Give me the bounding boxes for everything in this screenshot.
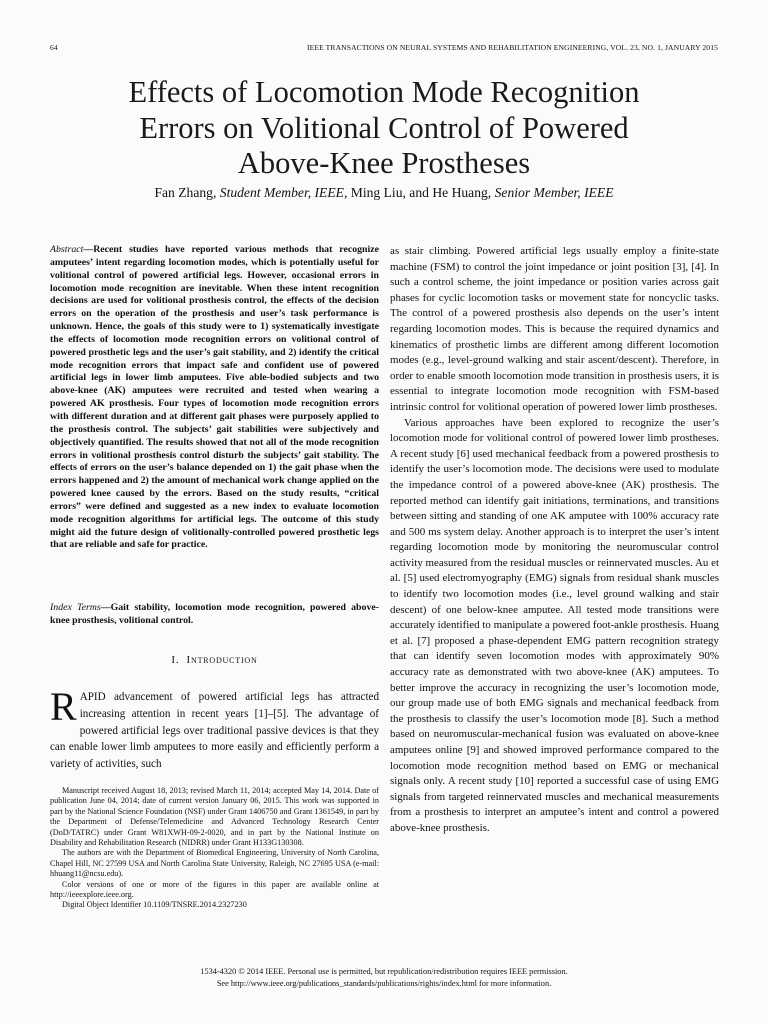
title-line: Errors on Volitional Control of Powered	[139, 110, 629, 145]
footnote-affiliation: The authors are with the Department of Biomedical Engineering, University of North Carolina, Chapel Hill, NC 27599 USA and North Carolina State University, Raleigh, NC 27695 USA (e-mail: hhuang11@ncsu.edu).	[50, 848, 379, 879]
copyright-line: See http://www.ieee.org/publications_standards/publications/rights/index.html for more information.	[216, 978, 552, 988]
page-number: 64	[50, 43, 58, 52]
title-line: Effects of Locomotion Mode Recognition	[128, 75, 640, 109]
footnote-manuscript: Manuscript received August 18, 2013; revised March 11, 2014; accepted May 14, 2014. Date of publication June 04, 2014; date of current version January 06, 2015. This work was supported in part by the National Science Foundation (NSF) under Grant 1406750 and Grant 1361549, in part by the Department of Defense/Telemedicine and Advanced Technology Research Center (DoD/TATRC) under Grant W81XWH-09-2-0020, and in part by the National Institute on Disability and Rehabilitation Research (NIDRR) under Grant H133G130308.	[50, 786, 379, 848]
paper-title	[40, 75, 728, 182]
author-membership: Student Member, IEEE,	[219, 185, 348, 200]
author-line	[40, 185, 728, 201]
body-paragraph: as stair climbing. Powered artificial legs usually employ a finite-state machine (FSM) to control the joint impedance or joint position [3], [4]. In such a control scheme, the joint impedance or position varies across gait phases for cyclic locomotion tasks or movement state for noncyclic tasks. The control of a powered prosthesis also depends on the user’s intent regarding locomotion modes. This is because the required dynamics and kinematics of prosthetic limbs are different among different locomotion modes (e.g., level-ground walking and stair ascent/descent). Therefore, in order to enable smooth locomotion mode transition in prosthesis users, it is essential to integrate locomotion mode recognition with FSM-based intrinsic control for volitional operation of powered lower limb prostheses.	[390, 245, 719, 413]
abstract	[50, 244, 379, 552]
footnotes	[50, 786, 379, 911]
copyright-notice	[40, 966, 728, 989]
index-terms	[50, 602, 379, 628]
author-name: Ming Liu, and He Huang,	[350, 185, 492, 200]
abstract-label: Abstract	[50, 244, 84, 255]
abstract-text: —Recent studies have reported various methods that recognize amputees’ intent regarding locomotion modes, which is potentially useful for volitional control of powered artificial legs. However, occasional errors in locomotion mode recognition are inevitable. When these intent recognition decisions are used for volitional prosthesis control, the effects of the decision errors on the operation of the prosthesis and user’s task performance is unknown. Hence, the goals of this study were to 1) systematically investigate the effects of locomotion mode recognition errors on volitional control of powered prosthetic legs and the user’s gait stability, and 2) identify the critical mode recognition errors that impact safe and confident use of powered artificial legs in lower limb amputees. Five able-bodied subjects and two above-knee (AK) amputees were recruited and tested when wearing a powered AK prosthesis. Four types of locomotion mode recognition errors with different duration and at different gait phases were purposely applied to the prosthesis control. The subjects’ gait stabilities were subjectively and objectively quantified. The results showed that not all of the mode recognition errors in volitional prosthesis control disturb the subjects’ gait stability. The effects of errors on the user’s balance depended on 1) the gait phase when the errors happened and 2) the amount of mechanical work change applied on the powered knee caused by the errors. Based on the study results, “critical errors” were defined and suggested as a new index to evaluate locomotion mode recognition algorithms for artificial legs. The outcome of this study might aid the future design of volitionally-controlled powered prosthetic legs that are reliable and safe for practice.	[50, 244, 379, 551]
author-name: Fan Zhang,	[154, 185, 217, 200]
drop-cap: R	[50, 684, 77, 729]
right-column	[390, 244, 719, 837]
title-line: Above-Knee Prostheses	[237, 146, 531, 180]
index-terms-label: Index Terms	[50, 602, 101, 613]
journal-citation: IEEE TRANSACTIONS ON NEURAL SYSTEMS AND REHABILITATION ENGINEERING, VOL. 23, NO. 1, JANUARY 2015	[306, 43, 718, 52]
index-terms-text: —Gait stability, locomotion mode recognition, powered above-knee prosthesis, volitional control.	[50, 602, 380, 626]
footnote-color: Color versions of one or more of the figures in this paper are available online at http://ieeexplore.ieee.org.	[50, 879, 379, 900]
running-header	[50, 43, 718, 57]
section-title: Introduction	[186, 654, 258, 666]
body-paragraph: Various approaches have been explored to recognize the user’s locomotion mode for volitional control of powered lower limb prostheses. A recent study [6] used mechanical feedback from a powered prosthesis to identify the user’s locomotion mode. The decisions were used to modulate the impedance control of a powered above-knee (AK) prosthesis. The reported method can identify gait initiations, terminations, and transitions between sitting and standing of one AK amputee with 100% accuracy rate and 500 ms system delay. Another approach is to interpret the user’s intent regarding locomotion mode by monitoring the neuromuscular control activity measured from the residual muscles or reinnervated muscles. Au et al. [5] used electromyography (EMG) signals from residual shank muscles to identify two locomotion modes (i.e., level ground walking and stair descent) of one below-knee amputee. All tested mode transitions were accurately identified to manipulate a powered foot-ankle prosthesis. Huang et al. [7] proposed a phase-dependent EMG pattern recognition strategy that can identify seven locomotion modes with approximately 90% accuracy rate as demonstrated with two above-knee (AK) amputees. To better improve the accuracy in recognizing the user’s locomotion mode, our group made use of both EMG signals and mechanical feedback from the prosthesis to classify the user’s locomotion mode [8]. Such a method based on neuromuscular-mechanical fusion was evaluated on above-knee amputees online [9] and showed improved performance compared to the locomotion mode recognition method based on EMG or mechanical signals only. A recent study [10] reported a successful case of using EMG signals from targeted reinnervated muscles and mechanical measurements from a prosthesis to interpret an amputee’s intent and control a powered above-knee prosthesis.	[390, 416, 719, 834]
section-number: I.	[171, 654, 180, 666]
section-heading	[50, 654, 379, 666]
author-membership: Senior Member, IEEE	[494, 185, 614, 200]
copyright-line: 1534-4320 © 2014 IEEE. Personal use is permitted, but republication/redistribution requires IEEE permission.	[200, 967, 568, 976]
introduction-text: APID advancement of powered artificial legs has attracted increasing attention in recent years [1]–[5]. The advantage of powered artificial legs over traditional passive devices is that they can enable lower limb amputees to more easily and efficiently perform a variety of activities, such	[50, 691, 379, 771]
footnote-doi: Digital Object Identifier 10.1109/TNSRE.2014.2327230	[62, 900, 247, 910]
introduction-paragraph	[50, 684, 379, 773]
